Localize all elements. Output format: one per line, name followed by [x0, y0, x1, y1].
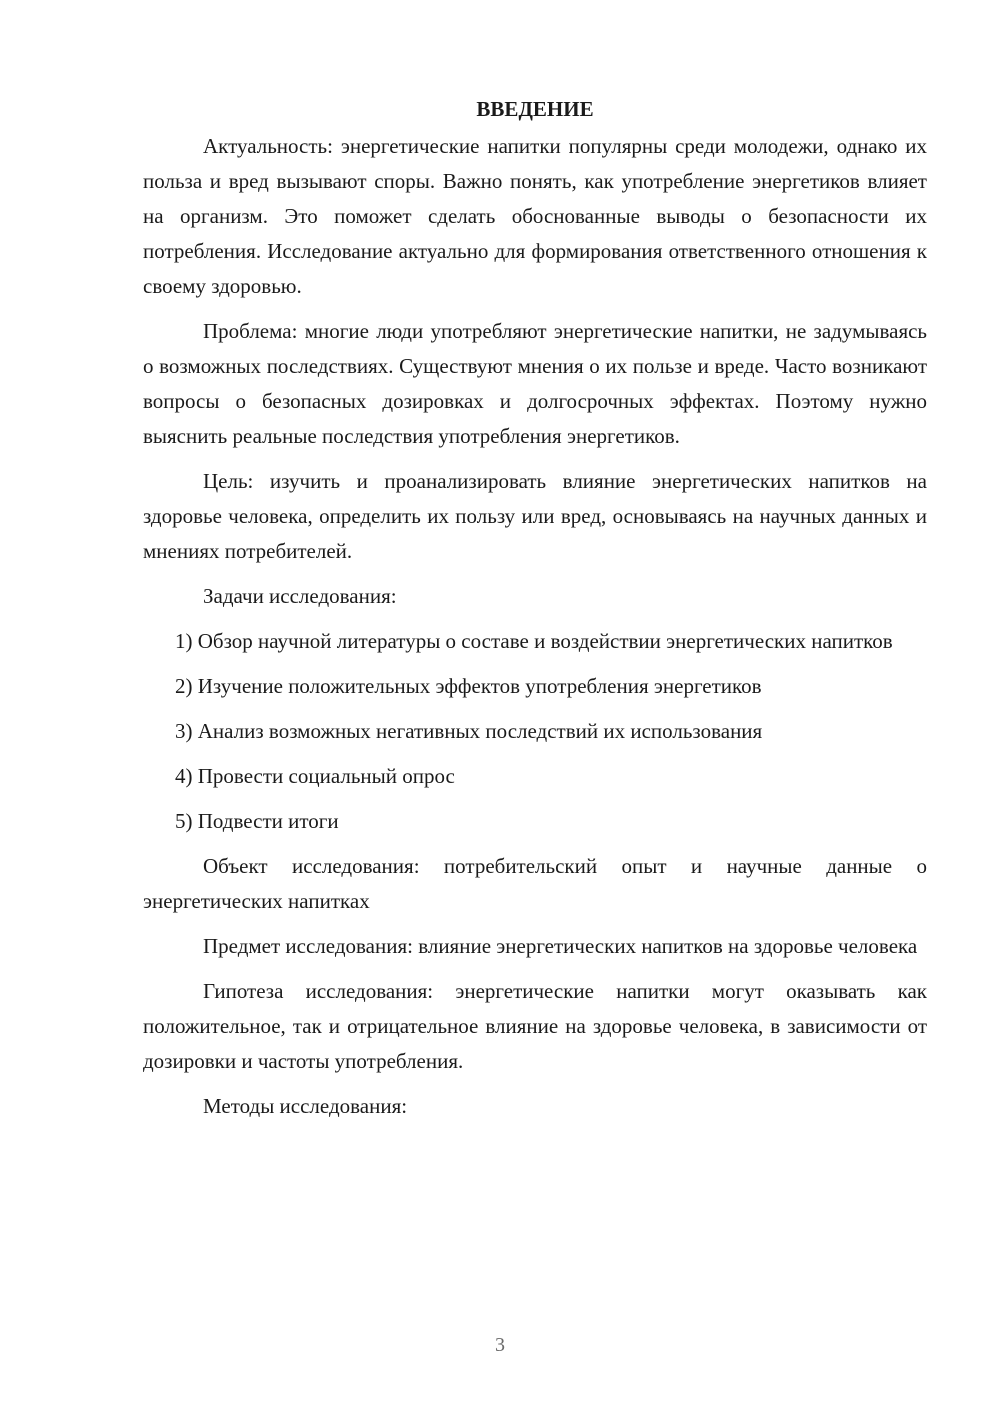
- list-item: 1) Обзор научной литературы о составе и воздействии энергетических напитков: [175, 629, 893, 653]
- tasks-heading: Задачи исследования:: [203, 584, 397, 608]
- list-item: 5) Подвести итоги: [175, 809, 339, 833]
- tasks-list: [143, 624, 927, 839]
- paragraph-goal: Цель: изучить и проанализировать влияние энергетических напитков на здоровье человека, определить их пользу или вред, основываясь на научных данных и мнениях потребителей.: [143, 469, 927, 563]
- section-title: ВВЕДЕНИЕ: [476, 97, 594, 121]
- paragraph-subject: Предмет исследования: влияние энергетических напитков на здоровье человека: [203, 934, 918, 958]
- list-item: 3) Анализ возможных негативных последствий их использования: [175, 719, 763, 743]
- page-number: 3: [495, 1334, 505, 1356]
- paragraph-relevance: Актуальность: энергетические напитки популярны среди молодежи, однако их польза и вред вызывают споры. Важно понять, как употребление энергетиков влияет на организм. Это поможет сделать обоснованные выводы о безопасности их потребления. Исследование актуально для формирования ответственного отношения к своему здоровью.: [143, 134, 927, 298]
- paragraph-object: Объект исследования: потребительский опыт и научные данные о энергетических напитках: [143, 854, 927, 913]
- list-item: 4) Провести социальный опрос: [175, 764, 455, 788]
- paragraph-problem: Проблема: многие люди употребляют энергетические напитки, не задумываясь о возможных последствиях. Существуют мнения о их пользе и вреде. Часто возникают вопросы о безопасных дозировках и долгосрочных эффектах. Поэтому нужно выяснить реальные последствия употребления энергетиков.: [143, 319, 927, 448]
- methods-heading: Методы исследования:: [203, 1094, 408, 1118]
- document-page: [143, 92, 927, 1134]
- list-item: 2) Изучение положительных эффектов употребления энергетиков: [175, 674, 762, 698]
- paragraph-hypothesis: Гипотеза исследования: энергетические напитки могут оказывать как положительное, так и отрицательное влияние на здоровье человека, в зависимости от дозировки и частоты употребления.: [143, 979, 927, 1073]
